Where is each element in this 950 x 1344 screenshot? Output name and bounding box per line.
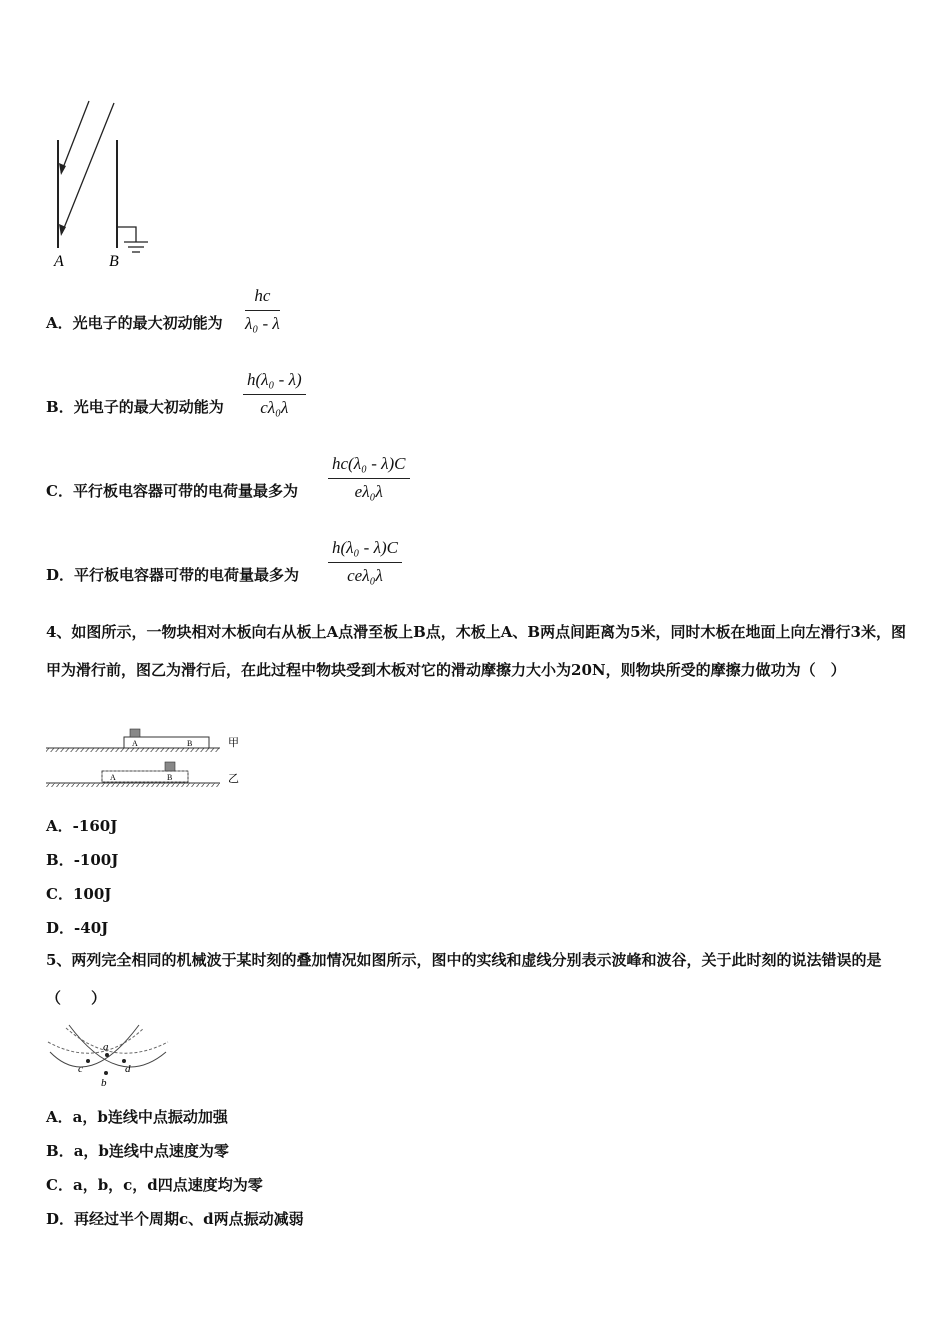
point-b [104,1071,108,1075]
wave-trough-left [48,1028,144,1053]
q3-option-c: C．平行板电容器可带的电荷量最多为 [46,482,298,500]
q3-option-a: A．光电子的最大初动能为 [46,314,223,332]
q3-option-c-formula: $\frac{\text{hc(λ₀ - λ)C}}{\text{eλ₀λ}}$ [328,454,410,502]
q3-option-b: B．光电子的最大初动能为 [46,398,224,416]
q3-option-a-formula: $\frac{hc}{\text{λ₀ - λ}}$ [245,286,280,333]
svg-text:B: B [167,773,173,782]
label-jia: 甲 [228,737,239,749]
svg-text:b: b [101,1077,107,1089]
q5-option-c: C．a，b，c，d四点速度均为零 [46,1176,263,1194]
point-a [105,1053,109,1057]
q4-option-c: C．100J [46,885,112,903]
svg-text:A: A [132,739,138,748]
q5-question: 5、两列完全相同的机械波于某时刻的叠加情况如图所示，图中的实线和虚线分别表示波峰和波谷，关于此时刻的说法错误的是（ ） [46,951,882,1007]
q4-option-d: D．-40J [46,919,109,937]
q5-option-d: D．再经过半个周期c、d两点振动减弱 [46,1210,304,1228]
svg-text:d: d [125,1063,131,1075]
svg-text:B: B [187,739,193,748]
q4-question: 4、如图所示，一物块相对木板向右从板上A点滑至板上B点，木板上A、B两点间距离为5米，同时木板在地面上向左滑行3米，图甲为滑行前，图乙为滑行后，在此过程中物块受到木板对它的滑动摩擦力大小为20N，则物块所受的摩擦力做功为（ ） [46,623,906,679]
q3-option-d: D．平行板电容器可带的电荷量最多为 [46,566,300,584]
label-a: A [54,253,64,270]
q5-option-a: A．a，b连线中点振动加强 [46,1108,228,1126]
q4-option-b: B．-100J [46,851,119,869]
svg-text:a: a [103,1041,109,1053]
light-ray-2 [62,103,114,233]
label-yi: 乙 [228,773,239,785]
q3-option-b-formula: $\frac{\text{h(λ₀ - λ)}}{\text{cλ₀λ}}$ [243,370,306,418]
block-yi [165,762,175,771]
q5-option-b: B．a，b连线中点速度为零 [46,1142,229,1160]
q4-option-a: A．-160J [46,817,118,835]
label-b: B [109,253,119,270]
q3-option-d-formula: h(λ₀ - λ)C ceλ₀λ [328,538,402,586]
wave-figure [44,1020,174,1090]
ground-wire [117,227,136,242]
point-c [86,1059,90,1063]
board-figure [44,724,254,794]
light-ray-1 [61,101,89,173]
svg-text:A: A [110,773,116,782]
svg-text:c: c [78,1063,83,1075]
block-jia [130,729,140,737]
capacitor-figure [40,95,160,275]
